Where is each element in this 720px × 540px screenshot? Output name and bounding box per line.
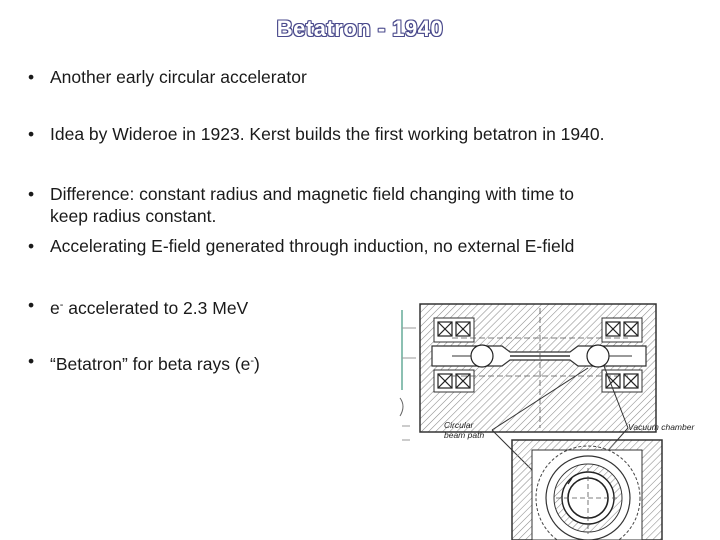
bullet-item xyxy=(28,350,260,375)
bullet-dot: • xyxy=(28,295,35,315)
bullet-item xyxy=(28,294,248,319)
bullet-item xyxy=(28,123,604,145)
bullet-text: Idea by Wideroe in 1923. Kerst builds the first working betatron in 1940. xyxy=(50,124,605,144)
bullet-item xyxy=(28,235,574,257)
bullet-dot: • xyxy=(28,351,35,371)
bullet-text: Another early circular accelerator xyxy=(50,67,307,87)
bullet-dot: • xyxy=(28,236,35,256)
bullet-text: Difference: constant radius and magnetic field changing with time to keep radius constant. xyxy=(50,184,575,226)
bullet-text: e- accelerated to 2.3 MeV xyxy=(50,298,249,318)
betatron-diagram xyxy=(392,298,720,540)
bullet-dot: • xyxy=(28,184,35,204)
label-vacuum-chamber: Vacuum chamber xyxy=(628,422,695,432)
bullet-item xyxy=(28,183,574,227)
bullet-text: “Betatron” for beta rays (e-) xyxy=(50,354,260,374)
slide-title: Betatron - 1940 xyxy=(276,16,444,41)
bullet-dot: • xyxy=(28,67,35,87)
bullet-item xyxy=(28,66,307,88)
bullet-text: Accelerating E-field generated through induction, no external E-field xyxy=(50,236,575,256)
label-circular-beam-path: Circular beam path xyxy=(444,420,485,440)
bullet-dot: • xyxy=(28,124,35,144)
